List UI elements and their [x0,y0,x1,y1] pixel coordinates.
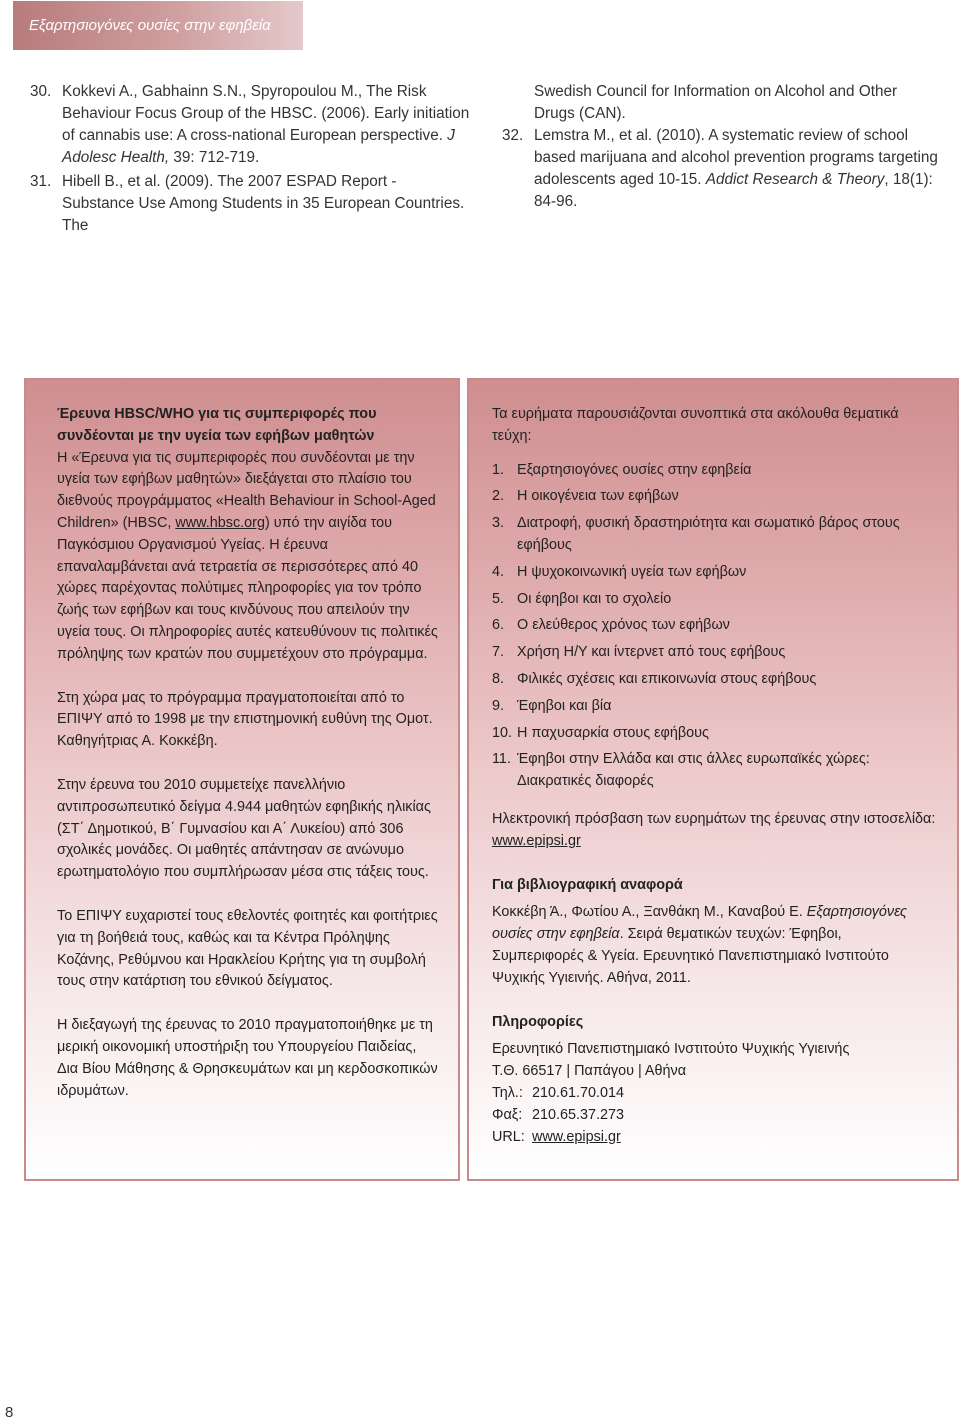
topic-label: Η παχυσαρκία στους εφήβους [517,724,709,741]
topic-number: 10. [492,724,513,741]
reference-journal: J Adolesc Health, [62,127,455,166]
topic-item [492,589,937,611]
topic-number: 1. [492,461,505,478]
topic-label: Διατροφή, φυσική δραστηριότητα και σωματικό βάρος στους εφήβους [517,515,900,553]
hbsc-info-box [24,378,460,1181]
topics-list [492,460,937,793]
topic-item [492,669,937,691]
contact-info [492,1039,937,1148]
topic-item [492,486,937,508]
topic-item [492,723,937,745]
topic-number: 2. [492,488,505,505]
access-text: Ηλεκτρονική πρόσβαση των ευρημάτων της έρευνας στην ιστοσελίδα: www.epipsi.gr [492,810,936,849]
topic-item [492,642,937,664]
hbsc-paragraph-3: Στην έρευνα του 2010 συμμετείχε πανελλήνιο αντιπροσωπευτικό δείγμα 4.944 μαθητών εφηβικής ηλικίας (ΣΤ΄ Δημοτικού, Β΄ Γυμνασίου και Α΄ Λυκείου) από 306 σχολικές μονάδες. Οι μαθητές απάντησαν σε ανώνυμο ερωτηματολόγιο που συμπλήρωσαν μέσα στις τάξεις τους. [57,776,431,881]
info-address: Τ.Θ. 66517 | Παπάγου | Αθήνα [492,1063,687,1080]
topic-number: 6. [492,617,505,634]
citation-text: Κοκκέβη Ά., Φωτίου Α., Ξανθάκη Μ., Καναβού Ε. Εξαρτησιογόνες ουσίες στην εφηβεία. Σειρά θεματικών τευχών: Έφηβοι, Συμπεριφορές & Υγεία. Ερευνητικό Πανεπιστημιακό Ινστιτούτο Ψυχικής Υγιεινής. Αθήνα, 2011. [492,904,908,986]
info-fax: Φαξ: 210.65.37.273 [492,1106,625,1123]
hbsc-paragraph-1: Η «Έρευνα για τις συμπεριφορές που συνδέονται με την υγεία των εφήβων μαθητών» διεξάγεται στο πλαίσιο του διεθνούς προγράμματος «Health Behaviour in School-Aged Children» (HBSC, www.hbsc.org) υπό την αιγίδα του Παγκόσμιου Οργανισμού Υγείας. Η έρευνα επαναλαμβάνεται ανά τετραετία σε περισσότερες από 40 χώρες παρέχοντας πολύτιμες πληροφορίες για τον τρόπο ζωής των εφήβων και τους κινδύνους που απειλούν την υγεία τους. Οι πληροφορίες αυτές κατευθύνουν τις πολιτικές πρόληψης των κρατών που συμμετέχουν στο πρόγραμμα. [57,449,438,662]
header-title: Εξαρτησιογόνες ουσίες στην εφηβεία [29,17,271,34]
topic-label: Φιλικές σχέσεις και επικοινωνία στους εφήβους [517,670,817,687]
topic-label: Χρήση Η/Υ και ίντερνετ από τους εφήβους [517,644,786,661]
topic-label: Εξαρτησιογόνες ουσίες στην εφηβεία [517,461,752,478]
topic-item [492,513,937,557]
topic-item [492,562,937,584]
hbsc-paragraph-2: Στη χώρα μας το πρόγραμμα πραγματοποιείται από το ΕΠΙΨΥ από το 1998 με την επιστημονική ευθύνη της Ομοτ. Καθηγήτριας Α. Κοκκέβη. [57,689,433,750]
topic-label: Οι έφηβοι και το σχολείο [517,590,672,607]
findings-intro: Τα ευρήματα παρουσιάζονται συνοπτικά στα ακόλουθα θεματικά τεύχη: [492,406,899,444]
reference-item [30,171,470,237]
references-right [502,81,942,215]
epipsi-link[interactable]: www.epipsi.gr [492,832,581,849]
reference-number: 32. [502,127,524,144]
topic-label: Έφηβοι και βία [517,697,612,714]
topic-label: Η ψυχοκοινωνική υγεία των εφήβων [517,563,747,580]
topic-number: 3. [492,515,505,532]
topic-number: 9. [492,697,505,714]
topic-number: 7. [492,644,505,661]
info-org: Ερευνητικό Πανεπιστημιακό Ινστιτούτο Ψυχικής Υγιεινής [492,1041,850,1058]
topic-number: 11. [492,751,511,768]
references-left [30,81,470,239]
info-heading: Πληροφορίες [492,1013,584,1030]
topic-number: 8. [492,670,505,687]
reference-text: Hibell B., et al. (2009). The 2007 ESPAD Report - Substance Use Among Students in 35 European Countries. The [62,173,465,234]
reference-text: Kokkevi A., Gabhainn S.N., Spyropoulou M., The Risk Behaviour Focus Group of the HBSC. (2006). Early initiation of cannabis use: A cross-national European perspective. J Adolesc Health, 39: 712-719. [62,83,470,166]
reference-text: Lemstra M., et al. (2010). A systematic review of school based marijuana and alcohol prevention programs targeting adolescents aged 10-15. Addict Research & Theory, 18(1): 84-96. [534,127,938,210]
info-url: URL: www.epipsi.gr [492,1128,621,1145]
info-phone: Τηλ.: 210.61.70.014 [492,1084,625,1101]
reference-continuation: Swedish Council for Information on Alcohol and Other Drugs (CAN). [534,83,898,122]
reference-item [30,81,470,169]
header-bar [13,1,303,50]
url-link[interactable]: www.epipsi.gr [532,1128,621,1145]
topic-label: Έφηβοι στην Ελλάδα και στις άλλες ευρωπαϊκές χώρες: Διακρατικές διαφορές [517,751,870,790]
topic-label: Η οικογένεια των εφήβων [517,488,679,505]
hbsc-box-title: Έρευνα HBSC/WHO για τις συμπεριφορές που συνδέονται με την υγεία των εφήβων μαθητών [57,406,377,444]
topic-number: 4. [492,563,505,580]
topic-item [492,615,937,637]
hbsc-paragraph-5: Η διεξαγωγή της έρευνας το 2010 πραγματοποιήθηκε με τη μερική οικονομική υποστήριξη του Υπουργείου Παιδείας, Δια Βίου Μάθησης & Θρησκευμάτων και μη κερδοσκοπικών ιδρυμάτων. [57,1017,438,1099]
findings-box [467,378,959,1181]
topic-item [492,460,937,482]
reference-number: 30. [30,83,52,100]
page-number: 8 [5,1404,14,1421]
citation-heading: Για βιβλιογραφική αναφορά [492,876,683,893]
reference-item [502,125,942,213]
topic-number: 5. [492,590,505,607]
reference-journal: Addict Research & Theory [705,171,885,188]
topic-item [492,749,937,793]
topic-label: Ο ελεύθερος χρόνος των εφήβων [517,617,730,634]
topic-item [492,696,937,718]
hbsc-paragraph-4: Το ΕΠΙΨΥ ευχαριστεί τους εθελοντές φοιτητές και φοιτήτριες για τη βοήθειά τους, καθώς και τα Κέντρα Πρόληψης Κοζάνης, Ρεθύμνου και Ηρακλείου Κρήτης για τη συμβολή τους στην κατάρτιση του εθνικού δείγματος. [57,907,438,990]
reference-number: 31. [30,173,52,190]
hbsc-link[interactable]: www.hbsc.org [175,514,265,531]
